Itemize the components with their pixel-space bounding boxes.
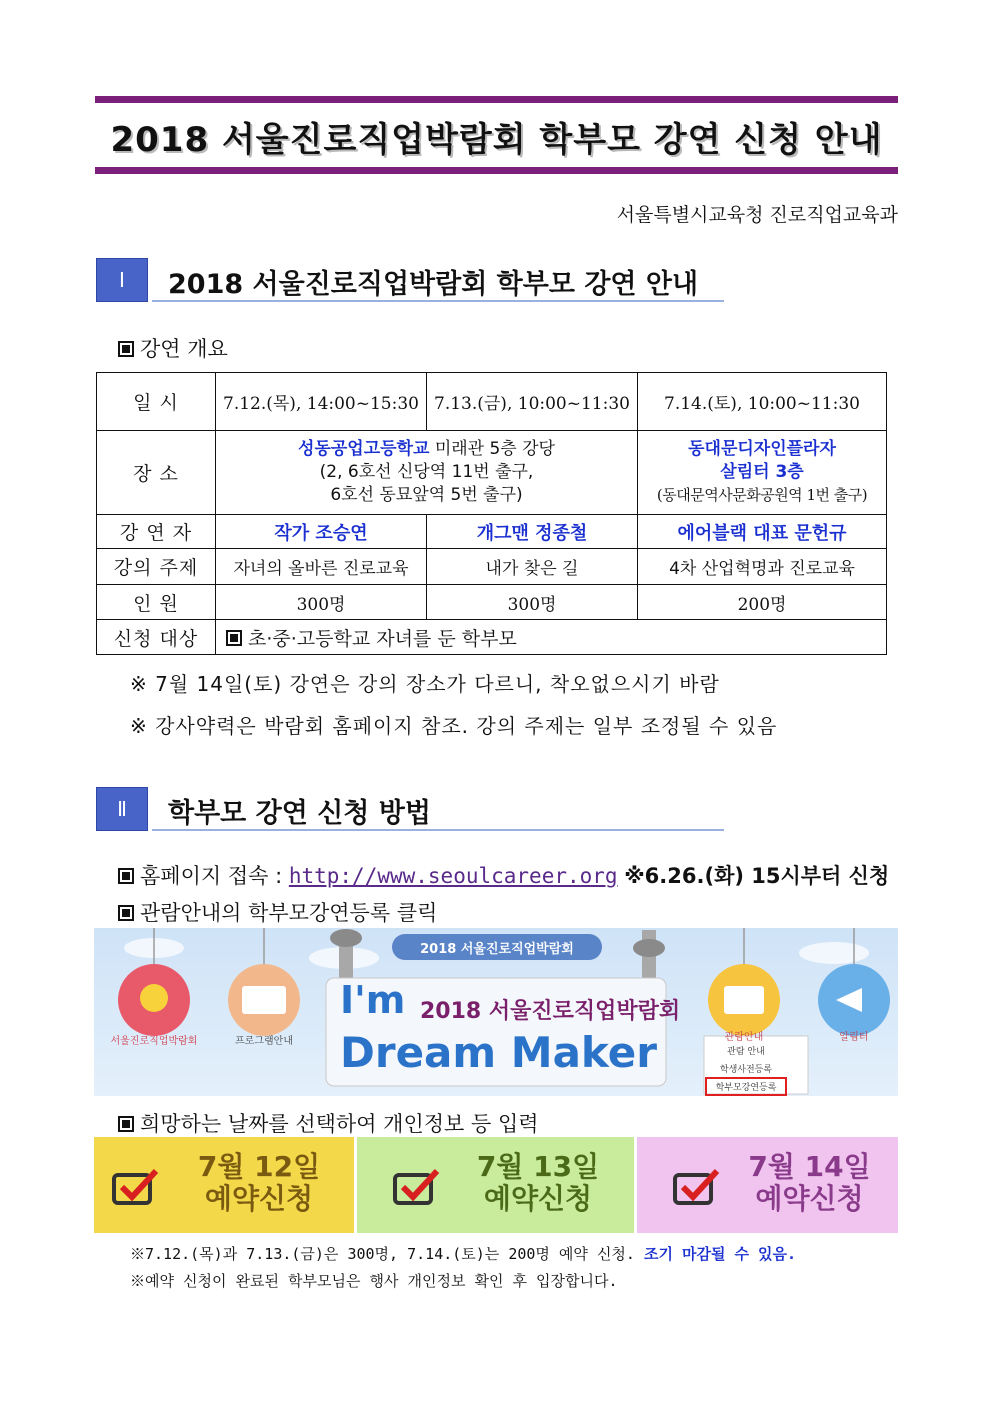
banner-top-label: 2018 서울진로직업박람회 <box>420 942 574 957</box>
place1-line2: (2, 6호선 신당역 11번 출구, <box>319 462 534 482</box>
step1-suffix: ※6.26.(화) 15시부터 신청 <box>624 864 890 888</box>
reserve-label-0713 <box>453 1151 623 1215</box>
place-ddp <box>638 431 887 515</box>
table-row-capacity <box>97 585 887 620</box>
table-row-place <box>97 431 887 515</box>
speaker-cell: 에어블랙 대표 문헌규 <box>638 515 887 549</box>
capacity-cell: 300명 <box>216 585 427 620</box>
label-place: 장 소 <box>97 431 216 515</box>
square-bullet-icon <box>118 905 134 921</box>
reserve-date: 7월 13일 <box>476 1150 600 1183</box>
place2-line2: 살림터 3층 <box>720 462 804 482</box>
speaker-cell: 작가 조승연 <box>216 515 427 549</box>
checkbox-check-icon <box>112 1167 160 1207</box>
step2-text: 관람안내의 학부모강연등록 클릭 <box>140 901 438 925</box>
checkbox-check-icon <box>673 1167 721 1207</box>
topic-cell: 4차 산업혁명과 진로교육 <box>638 549 887 585</box>
reserve-button-0714[interactable] <box>637 1137 898 1233</box>
date-cell: 7.13.(금), 10:00~11:30 <box>427 373 638 431</box>
speaker-cell: 개그맨 정종철 <box>427 515 638 549</box>
target-text: 초·중·고등학교 자녀를 둔 학부모 <box>248 627 517 650</box>
reserve-button-0713[interactable] <box>357 1137 634 1233</box>
square-bullet-icon <box>118 868 134 884</box>
place2-line3: (동대문역사문화공원역 1번 출구) <box>656 486 868 504</box>
label-target: 신청 대상 <box>97 620 216 655</box>
banner-im: I'm <box>340 978 406 1022</box>
label-speaker: 강 연 자 <box>97 515 216 549</box>
checkbox-check-icon <box>393 1167 441 1207</box>
footer-note1-highlight: 조기 마감될 수 있음. <box>644 1245 797 1263</box>
place-seongdong <box>216 431 638 515</box>
title-bottom-bar <box>95 167 898 174</box>
section2-number: Ⅱ <box>96 787 148 831</box>
section2-underline <box>152 829 724 831</box>
step3-text: 희망하는 날짜를 선택하여 개인정보 등 입력 <box>140 1112 539 1136</box>
menu-item-student[interactable]: 학생사전등록 <box>719 1065 773 1075</box>
capacity-cell: 200명 <box>638 585 887 620</box>
lecture-info-table <box>96 372 887 655</box>
square-bullet-icon <box>226 630 242 646</box>
banner-dream-maker: Dream Maker <box>340 1028 657 1077</box>
note-profile: ※ 강사약력은 박람회 홈페이지 참조. 강의 주제는 일부 조정될 수 있음 <box>130 714 778 738</box>
square-bullet-icon <box>118 341 134 357</box>
footer-note-capacity <box>130 1243 796 1264</box>
label-capacity: 인 원 <box>97 585 216 620</box>
capacity-cell: 300명 <box>427 585 638 620</box>
date-cell: 7.14.(토), 10:00~11:30 <box>638 373 887 431</box>
department: 서울특별시교육청 진로직업교육과 <box>616 204 898 226</box>
document-title-block <box>95 96 898 176</box>
square-bullet-icon <box>118 1116 134 1132</box>
section1-underline <box>152 300 724 302</box>
section1-title: 2018 서울진로직업박람회 학부모 강연 안내 <box>168 269 699 300</box>
title-top-bar <box>95 96 898 103</box>
topic-cell: 내가 찾은 길 <box>427 549 638 585</box>
icon3-label[interactable]: 관람안내 <box>724 1032 764 1043</box>
step1-prefix: 홈페이지 접속 : <box>140 864 283 888</box>
target-cell <box>216 620 887 655</box>
label-date: 일 시 <box>97 373 216 431</box>
step-homepage <box>118 860 889 890</box>
table-row-speaker <box>97 515 887 549</box>
fair-website-banner <box>94 928 898 1096</box>
reserve-action: 예약신청 <box>204 1182 314 1215</box>
icon4-label[interactable]: 알림터 <box>839 1032 869 1043</box>
overview-label: 강연 개요 <box>140 337 228 361</box>
menu-item-parent-lecture[interactable]: 학부모강연등록 <box>715 1083 777 1093</box>
icon1-label[interactable]: 서울진로직업박람회 <box>110 1036 198 1047</box>
table-row-topic <box>97 549 887 585</box>
reserve-button-0712[interactable] <box>94 1137 354 1233</box>
place1-detail: 미래관 5층 강당 <box>434 439 555 459</box>
note-venue: ※ 7월 14일(토) 강연은 강의 장소가 다르니, 착오없으시기 바람 <box>130 672 720 696</box>
step-click <box>118 897 437 927</box>
topic-cell: 자녀의 올바른 진로교육 <box>216 549 427 585</box>
section2-title: 학부모 강연 신청 방법 <box>168 798 431 829</box>
icon2-label[interactable]: 프로그램안내 <box>235 1036 293 1047</box>
document-title: 2018 서울진로직업박람회 학부모 강연 신청 안내 <box>110 120 883 160</box>
section1-number: Ⅰ <box>96 258 148 302</box>
reserve-action: 예약신청 <box>483 1182 593 1215</box>
footer-note-entry: ※예약 신청이 완료된 학부모님은 행사 개인정보 확인 후 입장합니다. <box>130 1272 618 1290</box>
place1-name: 성동공업고등학교 <box>298 439 430 459</box>
step-select-date <box>118 1108 539 1138</box>
place2-line1: 동대문디자인플라자 <box>688 439 836 459</box>
reserve-action: 예약신청 <box>755 1182 864 1215</box>
reserve-date: 7월 14일 <box>748 1150 871 1183</box>
table-row-date <box>97 373 887 431</box>
place1-line3: 6호선 동묘앞역 5번 출구) <box>330 485 523 505</box>
menu-item-guide[interactable]: 관람 안내 <box>727 1047 765 1057</box>
date-cell: 7.12.(목), 14:00~15:30 <box>216 373 427 431</box>
label-topic: 강의 주제 <box>97 549 216 585</box>
reserve-date: 7월 12일 <box>197 1150 321 1183</box>
footer-note1: ※7.12.(목)과 7.13.(금)은 300명, 7.14.(토)는 200명 예약 신청. <box>130 1245 635 1263</box>
reserve-label-0714 <box>727 1151 892 1215</box>
reserve-label-0712 <box>174 1151 344 1215</box>
table-row-target <box>97 620 887 655</box>
overview-heading <box>118 333 228 363</box>
banner-headline: 2018 서울진로직업박람회 <box>420 999 681 1024</box>
homepage-link[interactable]: http://www.seoulcareer.org <box>288 864 618 888</box>
